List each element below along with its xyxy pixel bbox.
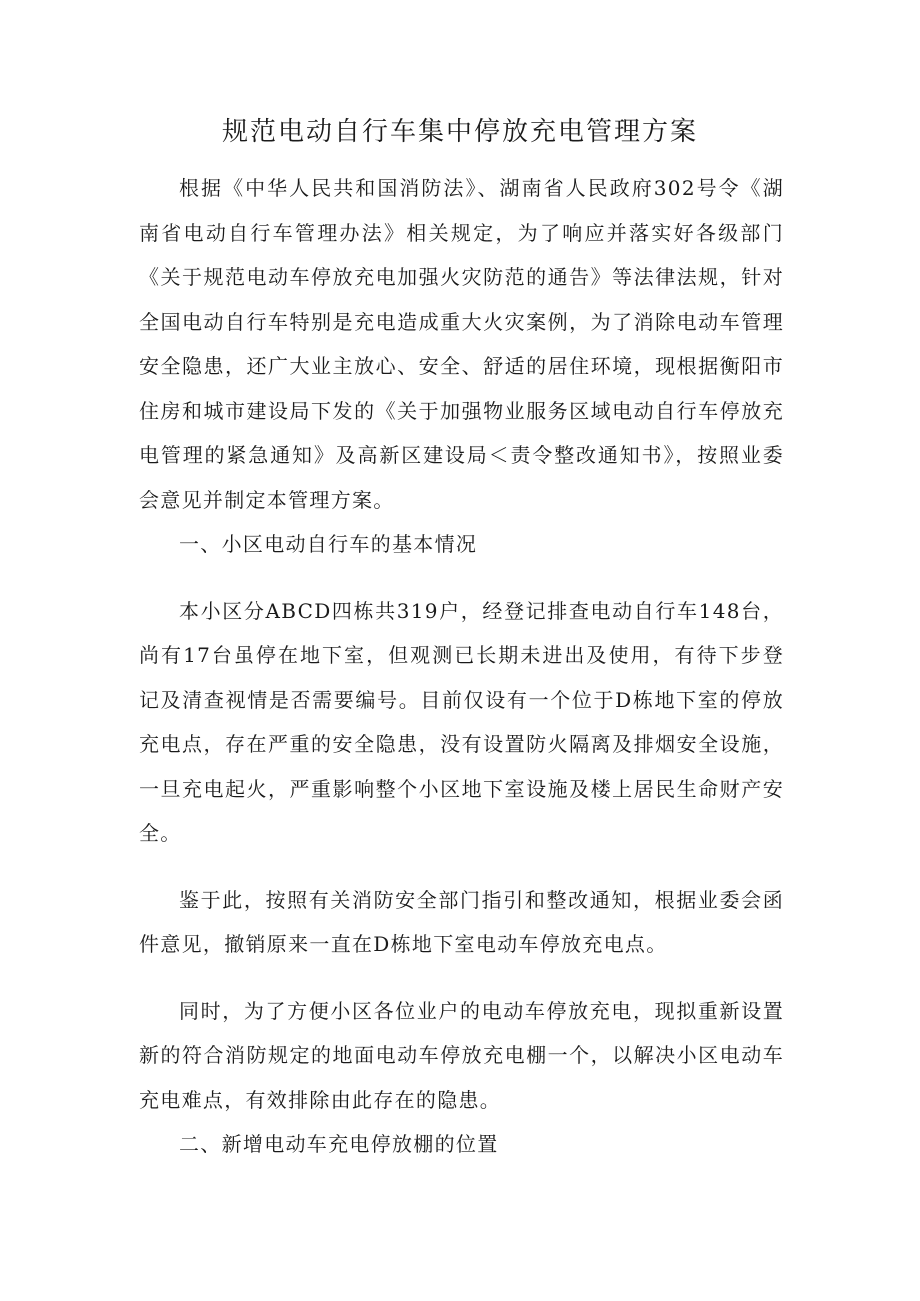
section-1-paragraph-2: 鉴于此，按照有关消防安全部门指引和整改通知，根据业委会函件意见，撤销原来一直在D栋地下室电动车停放充电点。 [139, 887, 784, 956]
section-1-paragraph-1: 本小区分ABCD四栋共319户，经登记排查电动自行车148台，尚有17台虽停在地下室，但观测已长期未进出及使用，有待下步登记及清查视情是否需要编号。目前仅设有一个位于D栋地下室的停放充电点，存在严重的安全隐患，没有设置防火隔离及排烟安全设施，一旦充电起火，严重影响整个小区地下室设施及楼上居民生命财产安全。 [139, 598, 784, 845]
document-body [139, 166, 784, 1167]
intro-paragraph: 根据《中华人民共和国消防法》、湖南省人民政府302号令《湖南省电动自行车管理办法》相关规定，为了响应并落实好各级部门《关于规范电动车停放充电加强火灾防范的通告》等法律法规，针对全国电动自行车特别是充电造成重大火灾案例，为了消除电动车管理安全隐患，还广大业主放心、安全、舒适的居住环境，现根据衡阳市住房和城市建设局下发的《关于加强物业服务区域电动自行车停放充电管理的紧急通知》及高新区建设局＜责令整改通知书》，按照业委会意见并制定本管理方案。 [139, 176, 784, 512]
document-title: 规范电动自行车集中停放充电管理方案 [221, 117, 698, 147]
section-2-heading: 二、新增电动车充电停放棚的位置 [179, 1132, 499, 1156]
section-1-heading: 一、小区电动自行车的基本情况 [179, 532, 478, 556]
section-1-paragraph-3: 同时，为了方便小区各位业户的电动车停放充电，现拟重新设置新的符合消防规定的地面电动车停放充电棚一个，以解决小区电动车充电难点，有效排除由此存在的隐患。 [139, 998, 784, 1112]
